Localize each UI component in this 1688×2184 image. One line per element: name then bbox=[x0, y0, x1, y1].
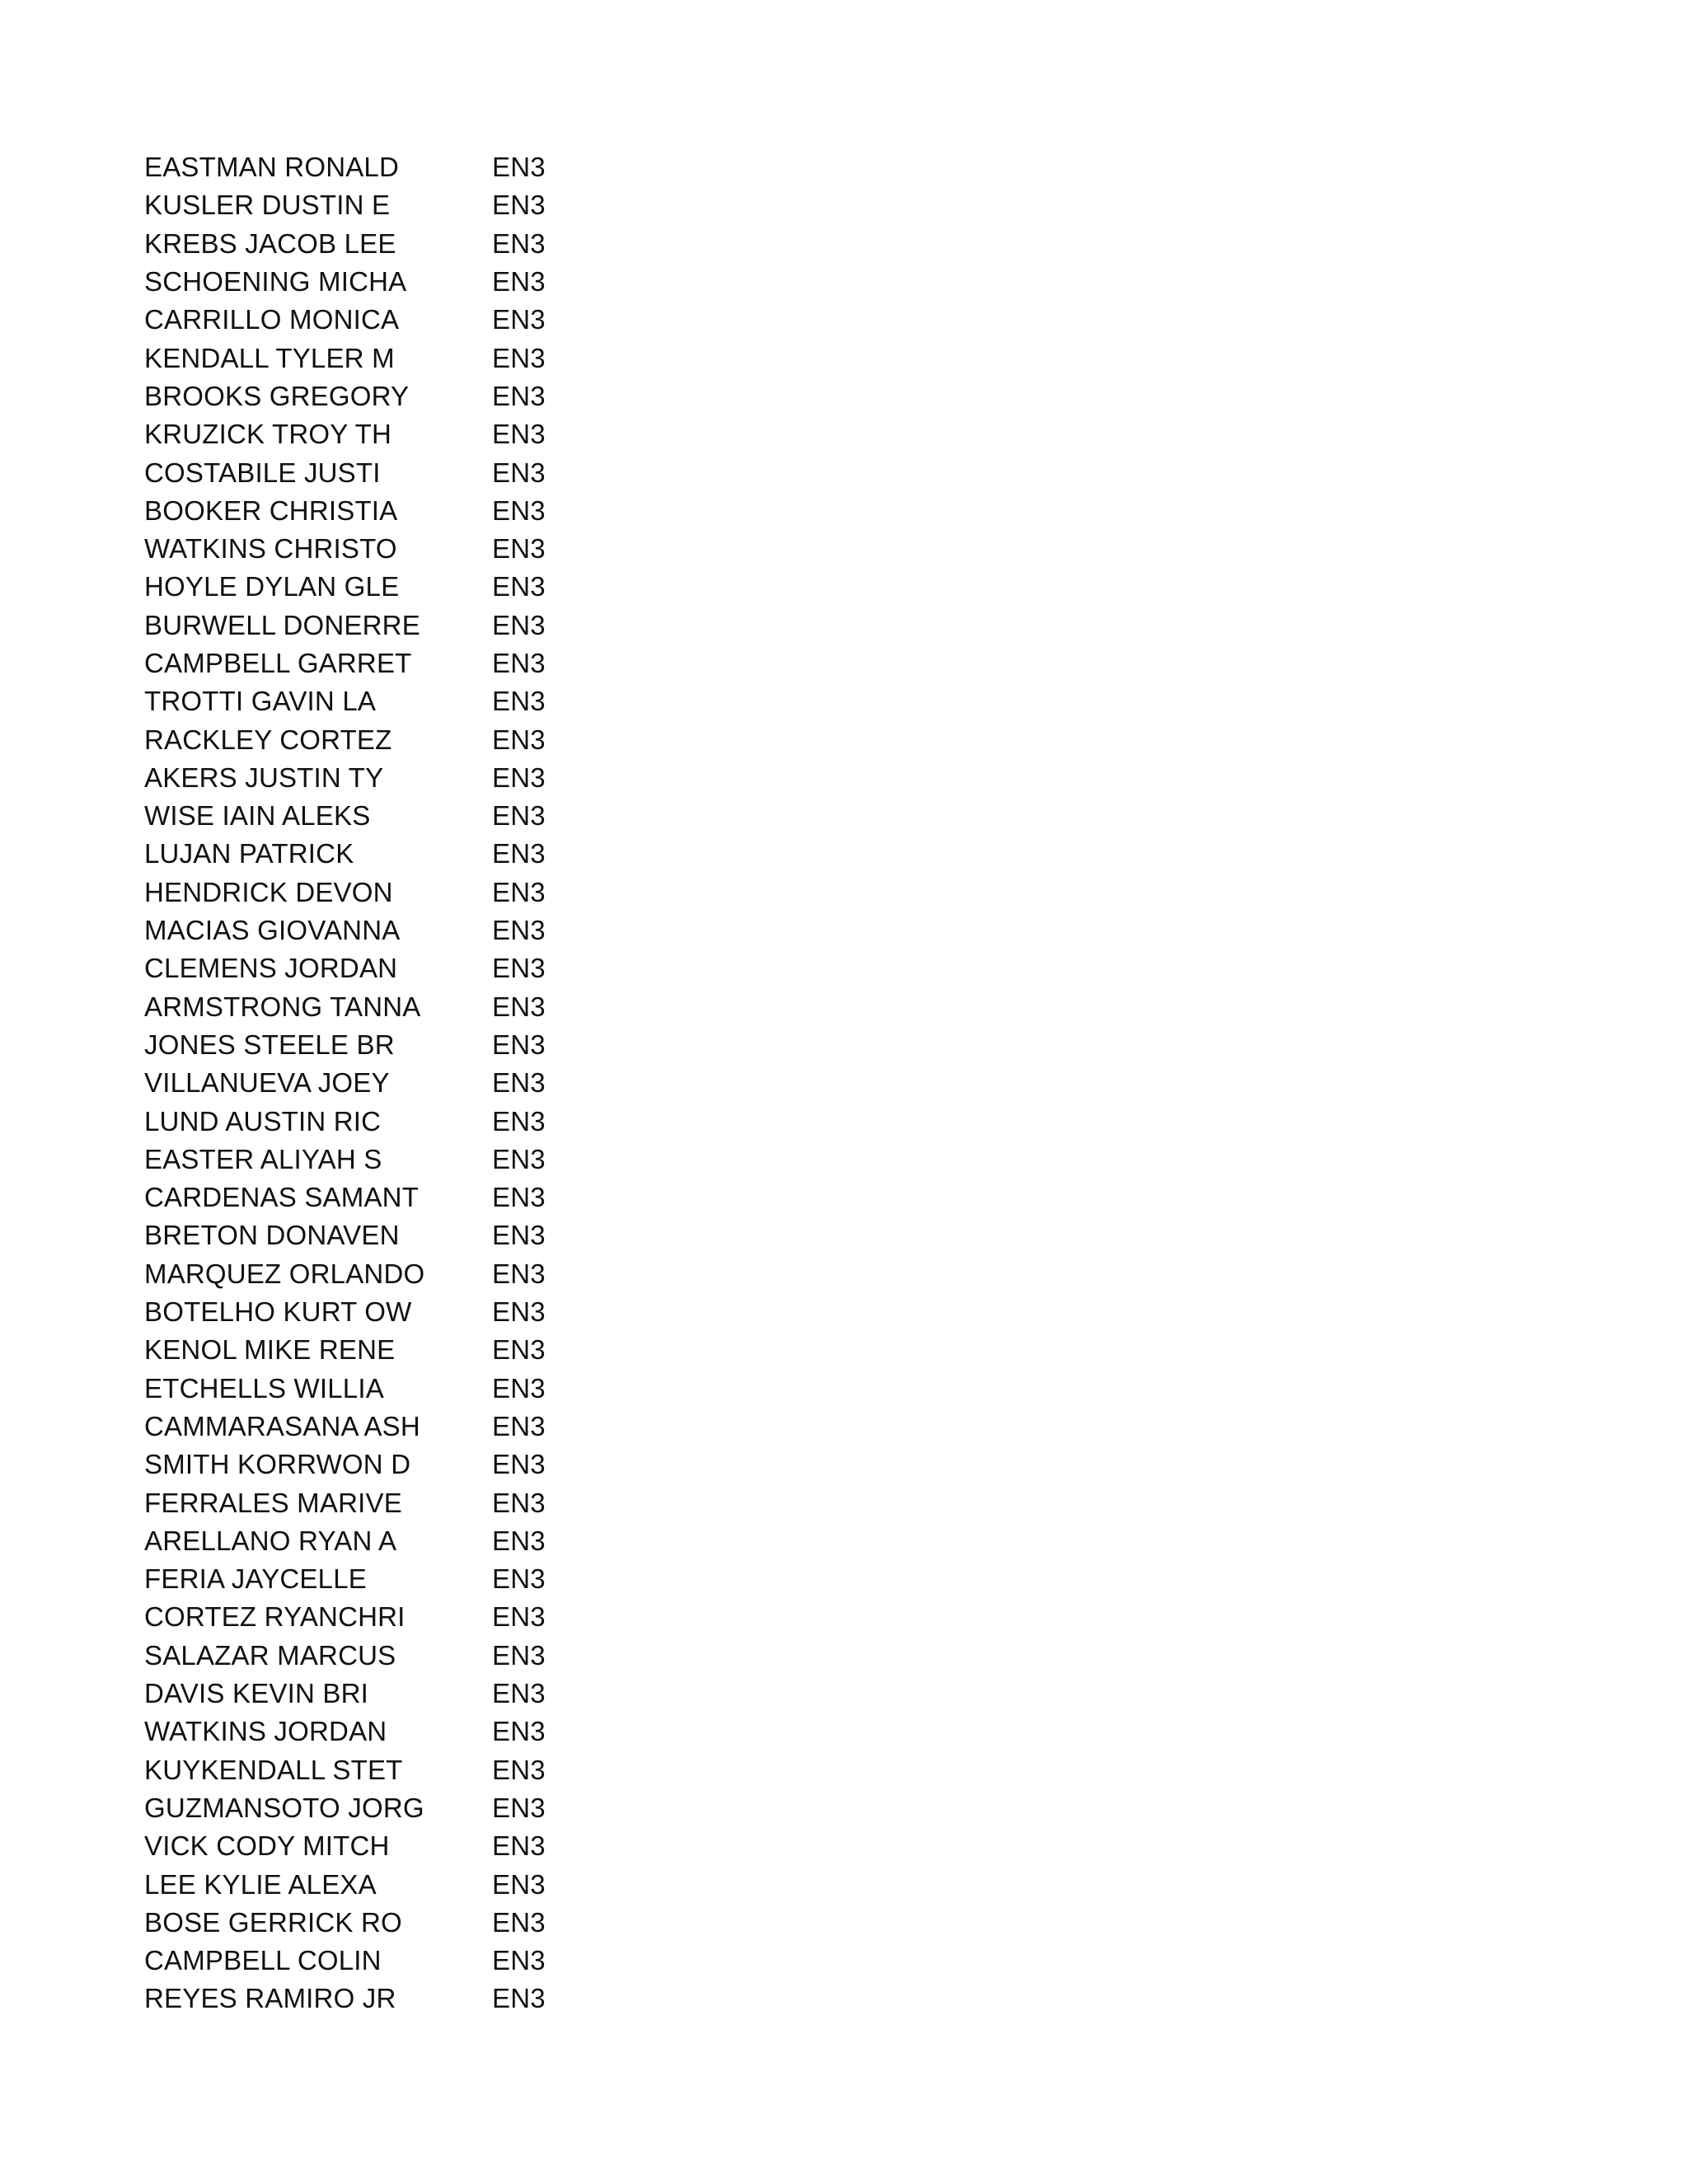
roster-row bbox=[144, 797, 546, 835]
roster-row bbox=[144, 1216, 546, 1254]
roster-code: EN3 bbox=[492, 1792, 546, 1823]
roster-row bbox=[144, 1789, 546, 1827]
roster-code: EN3 bbox=[492, 1525, 546, 1556]
roster-code: EN3 bbox=[492, 227, 546, 259]
roster-name: WATKINS CHRISTO bbox=[144, 533, 397, 565]
roster-row bbox=[144, 1483, 546, 1521]
roster-row bbox=[144, 1713, 546, 1750]
roster-code: EN3 bbox=[492, 304, 546, 335]
roster-row bbox=[144, 1865, 546, 1903]
roster-code: EN3 bbox=[492, 762, 546, 793]
roster-code: EN3 bbox=[492, 876, 546, 907]
roster-code: EN3 bbox=[492, 1906, 546, 1938]
roster-name: ARMSTRONG TANNA bbox=[144, 991, 421, 1022]
roster-row bbox=[144, 492, 546, 530]
roster-code: EN3 bbox=[492, 609, 546, 640]
roster-name: MARQUEZ ORLANDO bbox=[144, 1258, 425, 1289]
roster-name: BOTELHO KURT OW bbox=[144, 1296, 412, 1328]
roster-code: EN3 bbox=[492, 419, 546, 450]
roster-code: EN3 bbox=[492, 1029, 546, 1060]
roster-name: CARDENAS SAMANT bbox=[144, 1182, 420, 1213]
roster-row bbox=[144, 644, 546, 682]
roster-name: VICK CODY MITCH bbox=[144, 1830, 390, 1862]
roster-code: EN3 bbox=[492, 1487, 546, 1518]
roster-row bbox=[144, 1331, 546, 1369]
roster-code: EN3 bbox=[492, 1716, 546, 1747]
roster-row bbox=[144, 835, 546, 873]
roster-code: EN3 bbox=[492, 724, 546, 755]
roster-row bbox=[144, 1408, 546, 1446]
roster-row bbox=[144, 377, 546, 415]
roster-row bbox=[144, 1750, 546, 1788]
roster-row bbox=[144, 1522, 546, 1560]
roster-name: BROOKS GREGORY bbox=[144, 380, 410, 411]
roster-code: EN3 bbox=[492, 1410, 546, 1441]
roster-name: EASTMAN RONALD bbox=[144, 152, 400, 183]
roster-name: CAMMARASANA ASH bbox=[144, 1410, 420, 1441]
roster-code: EN3 bbox=[492, 800, 546, 832]
roster-code: EN3 bbox=[492, 1182, 546, 1213]
roster-name: KUYKENDALL STET bbox=[144, 1754, 403, 1785]
roster-row bbox=[144, 1598, 546, 1636]
roster-row bbox=[144, 1904, 546, 1942]
roster-name: CORTEZ RYANCHRI bbox=[144, 1601, 406, 1633]
roster-name: TROTTI GAVIN LA bbox=[144, 686, 377, 717]
roster-row bbox=[144, 148, 546, 186]
roster-code: EN3 bbox=[492, 457, 546, 488]
roster-name: HOYLE DYLAN GLE bbox=[144, 571, 400, 602]
roster-row bbox=[144, 1637, 546, 1675]
roster-row bbox=[144, 759, 546, 797]
roster-name: RACKLEY CORTEZ bbox=[144, 724, 392, 755]
roster-code: EN3 bbox=[492, 1754, 546, 1785]
roster-code: EN3 bbox=[492, 1372, 546, 1404]
roster-row bbox=[144, 682, 546, 720]
roster-row bbox=[144, 607, 546, 644]
roster-name: CLEMENS JORDAN bbox=[144, 953, 398, 984]
roster-name: LEE KYLIE ALEXA bbox=[144, 1868, 377, 1900]
roster-row bbox=[144, 1064, 546, 1102]
roster-name: CAMPBELL COLIN bbox=[144, 1945, 382, 1976]
roster-code: EN3 bbox=[492, 1067, 546, 1099]
roster-name: BOSE GERRICK RO bbox=[144, 1906, 402, 1938]
roster-row bbox=[144, 1026, 546, 1064]
roster-code: EN3 bbox=[492, 571, 546, 602]
roster-row bbox=[144, 263, 546, 301]
roster-name: KENDALL TYLER M bbox=[144, 342, 395, 373]
roster-name: KENOL MIKE RENE bbox=[144, 1334, 396, 1366]
roster-row bbox=[144, 186, 546, 224]
roster-name: MACIAS GIOVANNA bbox=[144, 915, 401, 946]
roster-row bbox=[144, 949, 546, 987]
roster-name: WATKINS JORDAN bbox=[144, 1716, 387, 1747]
roster-row bbox=[144, 1560, 546, 1598]
roster-code: EN3 bbox=[492, 648, 546, 678]
roster-name: BURWELL DONERRE bbox=[144, 609, 420, 640]
roster-row bbox=[144, 720, 546, 758]
roster-name: FERRALES MARIVE bbox=[144, 1487, 402, 1518]
roster-code: EN3 bbox=[492, 380, 546, 411]
roster-row bbox=[144, 2018, 546, 2056]
roster-name: AKERS JUSTIN TY bbox=[144, 762, 384, 793]
roster-row bbox=[144, 301, 546, 339]
roster-row bbox=[144, 874, 546, 912]
roster-code: EN3 bbox=[492, 1449, 546, 1480]
roster-row bbox=[144, 1255, 546, 1293]
roster-name: VILLANUEVA JOEY bbox=[144, 1067, 390, 1099]
roster-row bbox=[144, 453, 546, 491]
roster-name: LUND AUSTIN RIC bbox=[144, 1105, 382, 1137]
roster-code: EN3 bbox=[492, 1678, 546, 1709]
roster-code: EN3 bbox=[492, 1983, 546, 2014]
roster-row bbox=[144, 1827, 546, 1865]
roster-row bbox=[144, 415, 546, 453]
roster-code: EN3 bbox=[492, 1143, 546, 1174]
roster-row bbox=[144, 1179, 546, 1216]
roster-code: EN3 bbox=[492, 1220, 546, 1251]
roster-row bbox=[144, 1141, 546, 1179]
roster-name: SCHOENING MICHA bbox=[144, 266, 407, 298]
roster-code: EN3 bbox=[492, 1258, 546, 1289]
roster-list bbox=[144, 148, 546, 2056]
roster-name: FERIA JAYCELLE bbox=[144, 1563, 367, 1595]
roster-row bbox=[144, 1446, 546, 1483]
roster-row bbox=[144, 530, 546, 568]
roster-name: CARRILLO MONICA bbox=[144, 304, 400, 335]
roster-code: EN3 bbox=[492, 953, 546, 984]
roster-name: BOOKER CHRISTIA bbox=[144, 494, 398, 526]
roster-code: EN3 bbox=[492, 152, 546, 183]
roster-code: EN3 bbox=[492, 1639, 546, 1671]
roster-name: GUZMANSOTO JORG bbox=[144, 1792, 424, 1823]
roster-name: EASTER ALIYAH S bbox=[144, 1143, 382, 1174]
roster-row bbox=[144, 912, 546, 949]
roster-name: KRUZICK TROY TH bbox=[144, 419, 392, 450]
roster-code: EN3 bbox=[492, 1868, 546, 1900]
roster-name: ARELLANO RYAN A bbox=[144, 1525, 397, 1556]
roster-name: DAVIS KEVIN BRI bbox=[144, 1678, 368, 1709]
roster-row bbox=[144, 1980, 546, 2018]
roster-code: EN3 bbox=[492, 1945, 546, 1976]
roster-row bbox=[144, 1370, 546, 1408]
roster-code: EN3 bbox=[492, 686, 546, 717]
roster-row bbox=[144, 568, 546, 606]
roster-name: CAMPBELL GARRET bbox=[144, 648, 412, 678]
roster-code: EN3 bbox=[492, 991, 546, 1022]
roster-code: EN3 bbox=[492, 915, 546, 946]
roster-row bbox=[144, 988, 546, 1026]
roster-name: HENDRICK DEVON bbox=[144, 876, 393, 907]
roster-code: EN3 bbox=[492, 1601, 546, 1633]
roster-name: WISE IAIN ALEKS bbox=[144, 800, 371, 832]
roster-code: EN3 bbox=[492, 266, 546, 298]
roster-name: SMITH KORRWON D bbox=[144, 1449, 411, 1480]
roster-row bbox=[144, 339, 546, 377]
roster-code: EN3 bbox=[492, 1563, 546, 1595]
roster-name: BRETON DONAVEN bbox=[144, 1220, 400, 1251]
roster-code: EN3 bbox=[492, 1830, 546, 1862]
roster-row bbox=[144, 225, 546, 263]
roster-name: KREBS JACOB LEE bbox=[144, 227, 396, 259]
roster-code: EN3 bbox=[492, 1105, 546, 1137]
roster-code: EN3 bbox=[492, 533, 546, 565]
roster-code: EN3 bbox=[492, 1334, 546, 1366]
roster-row bbox=[144, 1293, 546, 1331]
roster-row bbox=[144, 1102, 546, 1140]
roster-code: EN3 bbox=[492, 1296, 546, 1328]
roster-code: EN3 bbox=[492, 342, 546, 373]
roster-name: SALAZAR MARCUS bbox=[144, 1639, 396, 1671]
roster-row bbox=[144, 1942, 546, 1980]
roster-code: EN3 bbox=[492, 494, 546, 526]
roster-code: EN3 bbox=[492, 190, 546, 221]
roster-name: REYES RAMIRO JR bbox=[144, 1983, 396, 2014]
roster-code: EN3 bbox=[492, 838, 546, 869]
roster-row bbox=[144, 1675, 546, 1713]
roster-name: LUJAN PATRICK bbox=[144, 838, 354, 869]
roster-name: ETCHELLS WILLIA bbox=[144, 1372, 384, 1404]
roster-name: COSTABILE JUSTI bbox=[144, 457, 381, 488]
roster-name: KUSLER DUSTIN E bbox=[144, 190, 391, 221]
roster-name: JONES STEELE BR bbox=[144, 1029, 395, 1060]
